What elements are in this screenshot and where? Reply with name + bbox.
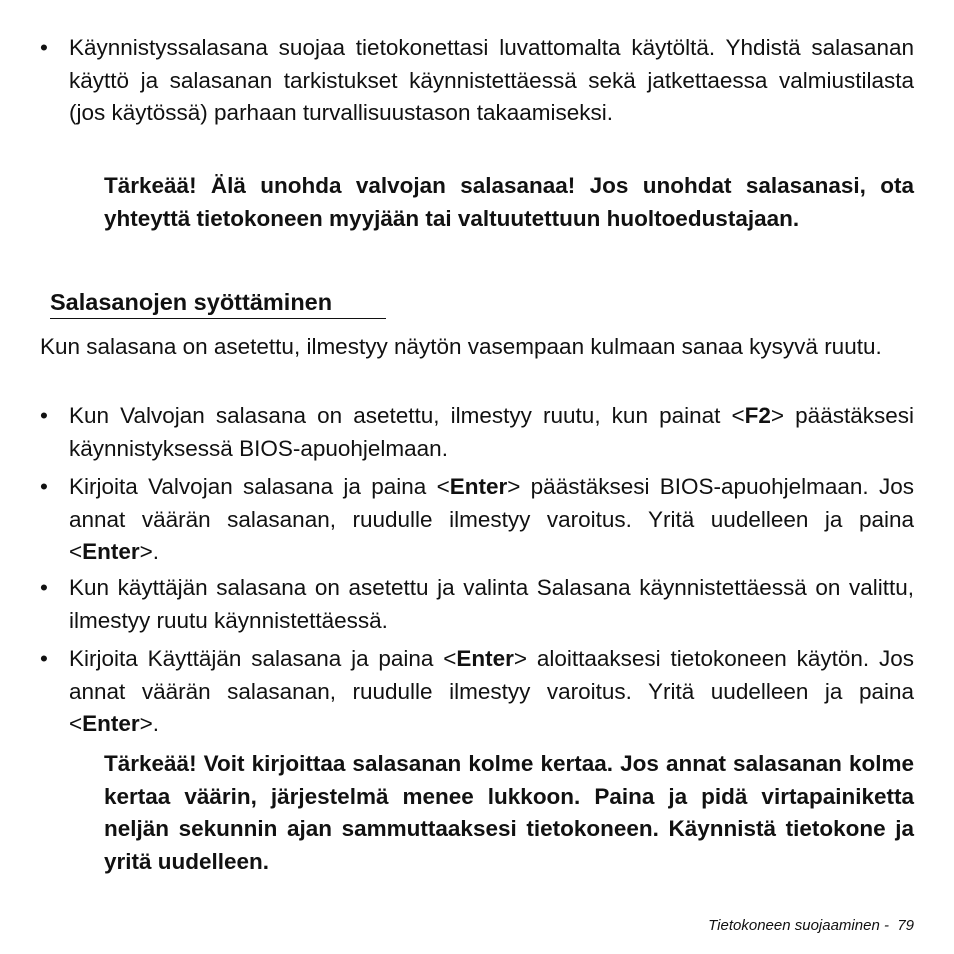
intro-paragraph: Kun salasana on asetettu, ilmestyy näytön vasempaan kulmaan sanaa kysyvä ruutu. <box>40 334 882 359</box>
important-note: Tärkeää! Voit kirjoittaa salasanan kolme kertaa. Jos annat salasanan kolme kertaa väärin, järjestelmä menee lukkoon. Paina ja pidä virtapainiketta neljän sekunnin ajan sammuttaaksesi tietokoneen. Käynnistä tietokone ja yritä uudelleen. <box>104 751 914 874</box>
bullet-marker: • <box>40 403 48 428</box>
key-name: F2 <box>744 403 771 428</box>
section-heading: Salasanojen syöttäminen <box>50 289 333 315</box>
key-name: Enter <box>449 474 508 499</box>
bullet-text: Käynnistyssalasana suojaa tietokonettasi luvattomalta käytöltä. Yhdistä salasanan käyttö ja salasanan tarkistukset käynnistettäessä sekä jatkettaessa valmiustilasta (jos käytössä) parhaan turvallisuustason takaamiseksi. <box>69 35 914 125</box>
bullet-text: Kun käyttäjän salasana on asetettu ja valinta Salasana käynnistettäessä on valittu, ilmestyy ruutu käynnistettäessä. <box>69 575 914 633</box>
page-footer <box>708 917 914 934</box>
bullet-text: Kun Valvojan salasana on asetettu, ilmestyy ruutu, kun painat <F2> päästäksesi käynnistyksessä BIOS-apuohjelmaan. <box>69 403 914 461</box>
key-name: Enter <box>82 539 140 564</box>
bullet-marker: • <box>40 474 48 499</box>
page-number: 79 <box>897 917 914 934</box>
bullet-text: Kirjoita Käyttäjän salasana ja paina <Enter> aloittaaksesi tietokoneen käytön. Jos annat väärän salasanan, ruudulle ilmestyy varoitus. Yritä uudelleen ja paina <Enter>. <box>69 646 914 736</box>
heading-underline <box>50 318 386 319</box>
key-name: Enter <box>82 711 140 736</box>
bullet-text: Kirjoita Valvojan salasana ja paina <Enter> päästäksesi BIOS-apuohjelmaan. Jos annat väärän salasanan, ruudulle ilmestyy varoitus. Yritä uudelleen ja paina <Enter>. <box>69 474 914 564</box>
bullet-marker: • <box>40 35 48 60</box>
list-item <box>40 643 914 741</box>
footer-section-title: Tietokoneen suojaaminen - <box>708 917 889 934</box>
list-item <box>40 471 914 569</box>
list-item <box>40 400 914 465</box>
bullet-marker: • <box>40 575 48 600</box>
list-item <box>40 32 914 130</box>
key-name: Enter <box>456 646 514 671</box>
bullet-marker: • <box>40 646 48 671</box>
important-note: Tärkeää! Älä unohda valvojan salasanaa! Jos unohdat salasanasi, ota yhteyttä tietokoneen myyjään tai valtuutettuun huoltoedustajaan. <box>104 173 914 231</box>
list-item <box>40 572 914 637</box>
